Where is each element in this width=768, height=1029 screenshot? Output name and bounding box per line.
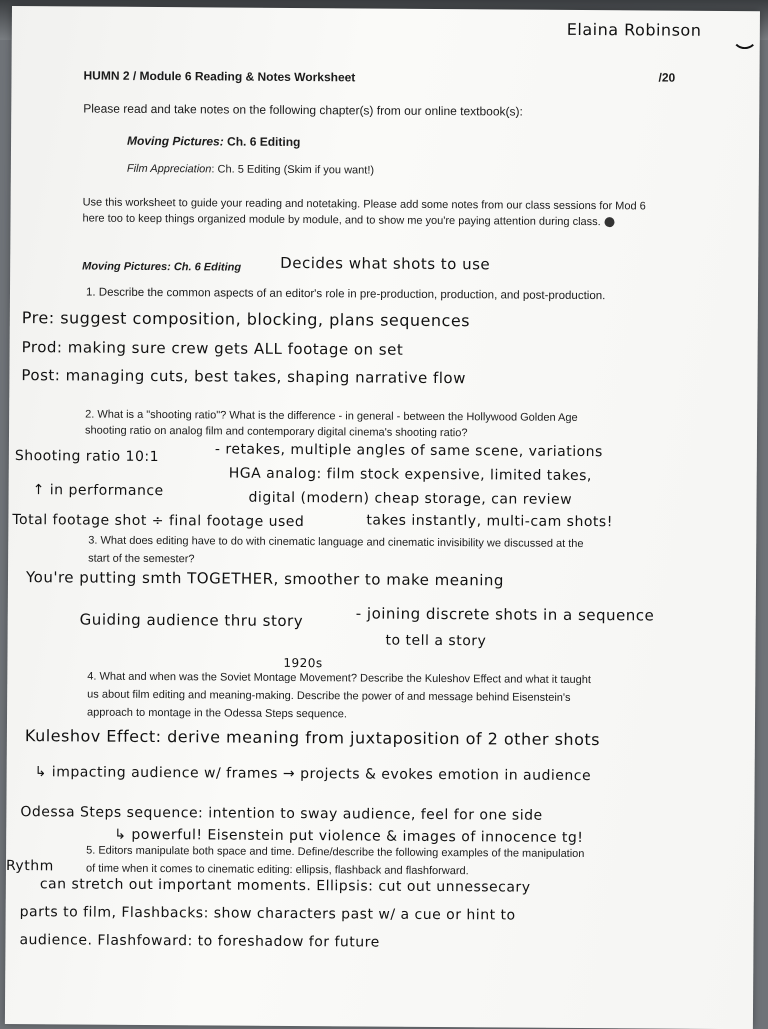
- q2-answer-performance: ↑ in performance: [32, 482, 164, 500]
- question-4-line-2: us about film editing and meaning-making. Describe the power of and message behind Eisenstein's: [87, 688, 571, 704]
- q2-answer-takes: takes instantly, multi-cam shots!: [366, 512, 613, 531]
- q5-answer-3: audience. Flashfoward: to foreshadow for future: [19, 932, 380, 951]
- q3-answer-4: to tell a story: [385, 632, 487, 650]
- reading-instruction: Please read and take notes on the following chapter(s) from our online textbook(s):: [83, 101, 523, 119]
- question-2-line-2: shooting ratio on analog film and contemporary digital cinema's shooting ratio?: [84, 424, 468, 440]
- guide-line-2-text: here too to keep things organized module by module, and to show me you're paying attention during class.: [82, 212, 601, 229]
- q1-answer-post: Post: managing cuts, best takes, shaping narrative flow: [21, 366, 466, 388]
- book2-title: Film Appreciation: [126, 162, 212, 176]
- q4-answer-kuleshov: Kuleshov Effect: derive meaning from juxtaposition of 2 other shots: [24, 726, 601, 750]
- question-3-line-1: 3. What does editing have to do with cinematic language and cinematic invisibility we discussed at the: [88, 534, 584, 551]
- section-handwritten-note: Decides what shots to use: [280, 253, 491, 274]
- question-2-line-1: 2. What is a "shooting ratio"? What is the difference - in general - between the Hollywood Golden Age: [85, 408, 578, 424]
- q2-answer-digital: digital (modern) cheap storage, can review: [248, 489, 573, 508]
- book2-line: [127, 163, 374, 177]
- question-5-line-2: of time when it comes to cinematic editing: ellipsis, flashback and flashforward.: [85, 862, 469, 878]
- smiley-emoji-icon: [605, 217, 615, 227]
- section-title: Moving Pictures: Ch. 6 Editing: [82, 260, 242, 274]
- book1-line: [127, 133, 300, 150]
- q2-answer-retakes: - retakes, multiple angles of same scene, variations: [214, 441, 603, 461]
- question-5-line-1: 5. Editors manipulate both space and time. Define/describe the following examples of the manipulation: [86, 844, 585, 861]
- question-4-line-1: 4. What and when was the Soviet Montage Movement? Describe the Kuleshov Effect and what it taught: [87, 670, 592, 687]
- course-title: HUMN 2 / Module 6 Reading & Notes Worksheet: [83, 68, 356, 85]
- q5-margin-note: Rythm: [5, 857, 54, 875]
- question-3-line-2: start of the semester?: [88, 552, 195, 566]
- q3-answer-2: Guiding audience thru story: [79, 610, 304, 631]
- q2-answer-ratio: Shooting ratio 10:1: [14, 448, 160, 466]
- q5-answer-1: can stretch out important moments. Ellipsis: cut out unnessecary: [39, 876, 531, 896]
- score-field: /20: [658, 70, 676, 85]
- question-1: 1. Describe the common aspects of an editor's role in pre-production, production, and post-production.: [85, 286, 606, 303]
- q3-answer-1: You're putting smth TOGETHER, smoother to make meaning: [25, 568, 505, 590]
- q2-answer-total-footage: Total footage shot ÷ final footage used: [12, 512, 305, 531]
- q2-answer-analog: HGA analog: film stock expensive, limited takes,: [228, 465, 592, 485]
- book2-chapter: : Ch. 5 Editing (Skim if you want!): [211, 163, 375, 177]
- q4-answer-odessa: Odessa Steps sequence: intention to sway audience, feel for one side: [20, 804, 543, 824]
- q4-margin-note: 1920s: [283, 655, 323, 671]
- q3-answer-3: - joining discrete shots in a sequence: [355, 604, 655, 625]
- question-4-line-3: approach to montage in the Odessa Steps sequence.: [87, 706, 348, 721]
- student-name: Elaina Robinson: [566, 19, 702, 40]
- worksheet-page: [5, 6, 760, 1029]
- q1-answer-prod: Prod: making sure crew gets ALL footage on set: [21, 338, 404, 359]
- q5-answer-2: parts to film, Flashbacks: show characters past w/ a cue or hint to: [19, 904, 516, 924]
- book1-title: Moving Pictures:: [127, 133, 224, 149]
- guide-line-2: [82, 212, 614, 228]
- smiley-icon: [732, 23, 758, 49]
- book1-chapter: Ch. 6 Editing: [223, 134, 301, 150]
- q1-answer-pre: Pre: suggest composition, blocking, plans sequences: [21, 308, 471, 331]
- q4-answer-eisenstein: ↳ powerful! Eisenstein put violence & images of innocence tg!: [114, 826, 584, 847]
- guide-line-1: Use this worksheet to guide your reading and notetaking. Please add some notes from our class sessions for Mod 6: [82, 196, 646, 213]
- q4-answer-impact: ↳ impacting audience w/ frames → projects & evokes emotion in audience: [34, 764, 592, 785]
